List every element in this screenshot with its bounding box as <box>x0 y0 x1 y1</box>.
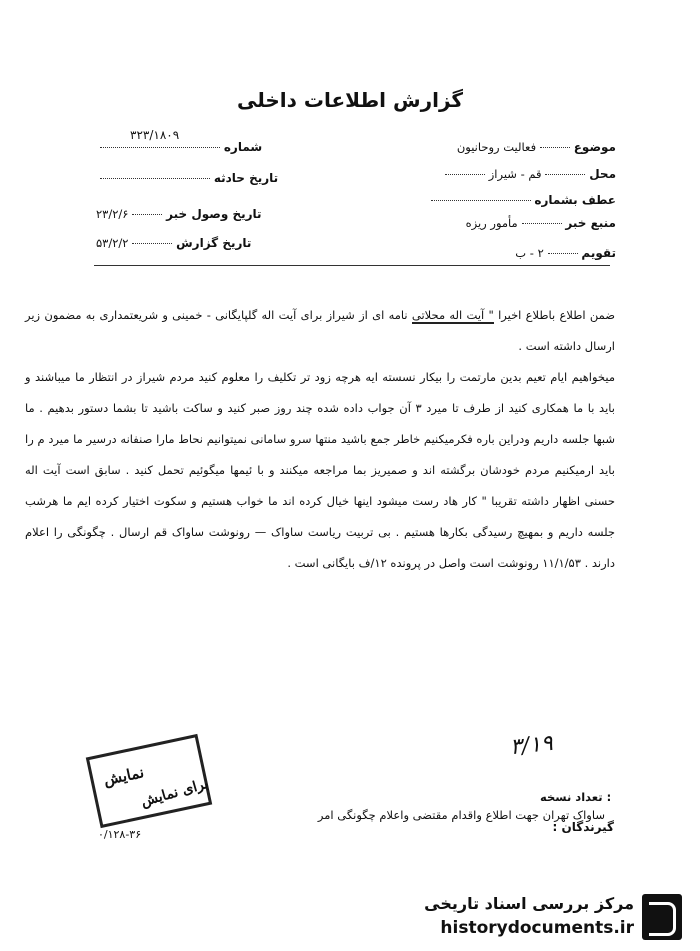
watermark-name: مرکز بررسی اسناد تاریخی <box>424 894 634 913</box>
handwritten-signature: ۳/۱۹ <box>508 730 555 761</box>
stamp-text: نمایش <box>102 763 146 790</box>
archive-logo-icon <box>642 894 682 940</box>
received-date-field <box>96 207 262 221</box>
recipients-label: گیرندگان : <box>552 820 614 834</box>
place-label: محل <box>589 167 616 181</box>
incident-date-label: تاریخ حادثه <box>213 171 279 185</box>
subject-value: فعالیت روحانیون <box>456 140 537 154</box>
report-date-value: ۵۳/۲/۲ <box>96 236 129 250</box>
number-label: شماره <box>223 140 263 154</box>
body-underlined-name: " آیت اله محلاتی <box>411 308 494 322</box>
incident-date-field <box>100 171 278 185</box>
report-date-field <box>96 236 251 250</box>
report-date-label: تاریخ گزارش <box>176 236 252 250</box>
archive-watermark <box>410 890 690 946</box>
evaluation-label: تقویم <box>581 246 616 260</box>
source-value: مأمور ریزه <box>465 216 518 230</box>
reference-label: عطف بشماره <box>534 193 616 207</box>
report-body <box>25 300 615 579</box>
source-field <box>466 216 616 230</box>
body-paragraph-1 <box>25 300 615 362</box>
subject-label: موضوع <box>573 140 616 154</box>
number-field <box>100 140 262 154</box>
source-label: منبع خبر <box>565 216 616 230</box>
watermark-url: historydocuments.ir <box>440 918 634 938</box>
body-p1-end: نامه ای از شیراز برای آیت اله گلپایگانی - خمینی و شریعتمداری به مضمون زیر ارسال داشته است . <box>25 308 615 353</box>
page-title: گزارش اطلاعات داخلی <box>236 88 464 112</box>
header-separator <box>94 265 610 266</box>
evaluation-field <box>515 246 616 260</box>
copies-label: تعداد نسخه : <box>540 790 612 804</box>
file-code: ۰/۱۲۸-۳۶ <box>98 828 142 841</box>
body-paragraph-2: میخواهیم ایام تعیم بدین مارتمت را بیکار نسسته ایه هرچه زود تر تکلیف را معلوم کنید مردم شیراز در انتظار ما میباشند و باید با ما همکاری کنید از طرف تا میرد ۳ آن جواب داده شده چند روز صبر کنید و ساکت باشید تا بشما دستور بدهیم . ما شبها جلسه داریم ودراین باره فکرمیکنیم خاطر جمع باشید منتها سرو سامانی نمیتوانیم نحاط مارا صنفانه درسیر ما میرد م را باید ارمیکنیم مردم خودشان برگشته اند و صمیریز بما مراجعه میکنند و با ئیمها میگوئیم تحمل کنید . سابق است آیت اله حسنی اظهار داشته تقریبا " کار هاد رست میشود اینها خیال کرده اند ما خواب هستیم و سکوت اختیار کرده ایم ما هرشب جلسه داریم و بمهیچ رسیدگی بکارها هستیم . بی تربیت ریاست ساواک — رونوشت ساواک قم ارسال . چگونگی را اعلام دارند . ۱۱/۱/۵۳ رونوشت است واصل در پرونده ۱۲/ف بایگانی است . <box>25 370 615 570</box>
received-date-label: تاریخ وصول خبر <box>166 207 262 221</box>
received-date-value: ۲۳/۲/۶ <box>96 207 129 221</box>
subject-field <box>457 140 616 154</box>
reference-field <box>431 193 616 207</box>
place-value: قم - شیراز <box>488 167 542 181</box>
body-p1-start: ضمن اطلاع باطلاع اخیرا <box>498 308 616 322</box>
number-value: ۳۲۳/۱۸۰۹ <box>130 128 180 142</box>
place-field <box>445 167 616 181</box>
evaluation-value: ۲ - ب <box>515 246 544 260</box>
stamp-handwriting: برای نمایش <box>139 775 211 811</box>
recipients-value: ساواک تهران جهت اطلاع واقدام مقتضی واعلام چگونگی امر <box>317 808 605 822</box>
